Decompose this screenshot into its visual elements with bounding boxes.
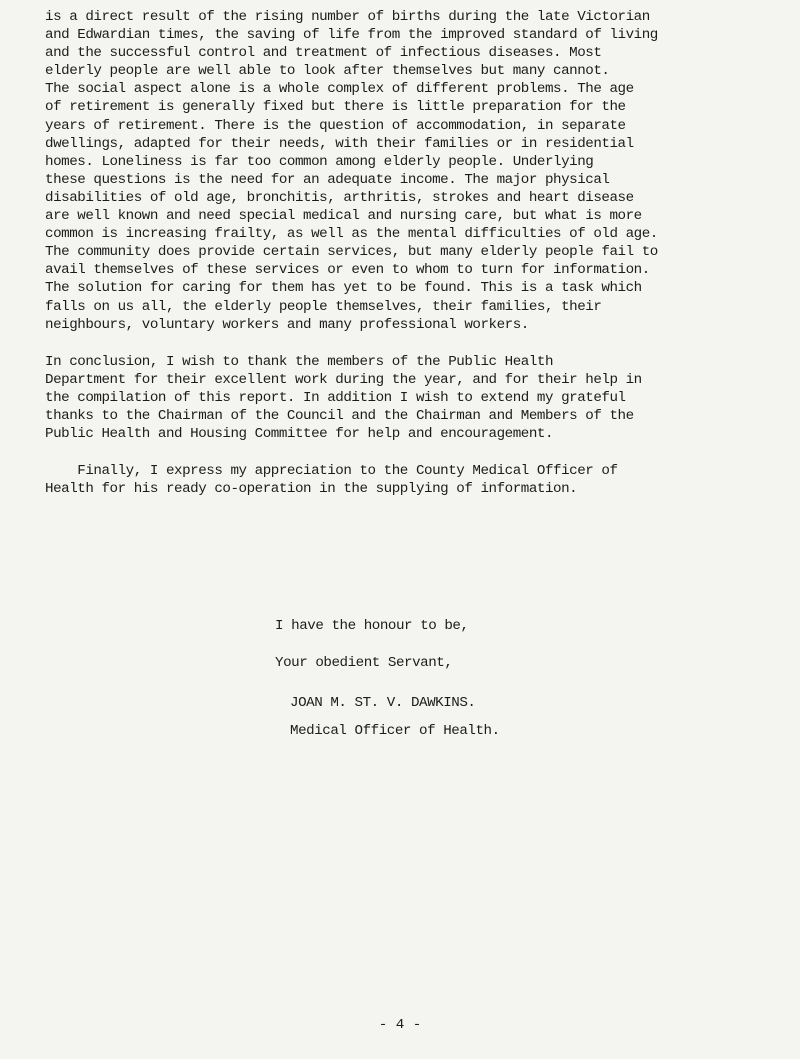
text-line: neighbours, voluntary workers and many professional workers.	[45, 316, 529, 333]
document-page	[45, 8, 785, 498]
text-line: common is increasing frailty, as well as the mental difficulties of old age.	[45, 226, 658, 243]
text-line: Public Health and Housing Committee for help and encouragement.	[45, 426, 554, 443]
text-line: avail themselves of these services or even to whom to turn for information.	[45, 262, 650, 279]
page-number: - 4 -	[378, 1017, 422, 1033]
text-line: of retirement is generally fixed but there is little preparation for the	[45, 99, 626, 116]
closing-honour: I have the honour to be,	[275, 618, 469, 634]
closing-servant: Your obedient Servant,	[275, 655, 453, 671]
paragraph-1	[45, 8, 785, 334]
text-line: In conclusion, I wish to thank the members of the Public Health	[45, 353, 554, 370]
text-line: Finally, I express my appreciation to the County Medical Officer of	[45, 463, 618, 480]
text-line: dwellings, adapted for their needs, with their families or in residential	[45, 135, 634, 152]
text-line: thanks to the Chairman of the Council and the Chairman and Members of the	[45, 407, 634, 424]
paragraph-spacer	[45, 443, 785, 462]
text-line: and Edwardian times, the saving of life from the improved standard of living	[45, 27, 658, 44]
text-line: and the successful control and treatment of infectious diseases. Most	[45, 45, 602, 62]
text-line: The social aspect alone is a whole complex of different problems. The age	[45, 81, 634, 98]
text-line: The solution for caring for them has yet to be found. This is a task which	[45, 280, 642, 297]
text-line: Health for his ready co-operation in the supplying of information.	[45, 481, 578, 498]
paragraph-2	[45, 353, 785, 443]
text-line: The community does provide certain services, but many elderly people fail to	[45, 244, 658, 261]
signatory-name: JOAN M. ST. V. DAWKINS.	[290, 695, 476, 711]
text-line: Department for their excellent work during the year, and for their help in	[45, 371, 642, 388]
text-line: disabilities of old age, bronchitis, arthritis, strokes and heart disease	[45, 189, 634, 206]
text-line: years of retirement. There is the question of accommodation, in separate	[45, 117, 626, 134]
paragraph-3	[45, 462, 785, 498]
text-line: these questions is the need for an adequate income. The major physical	[45, 171, 610, 188]
text-line: are well known and need special medical and nursing care, but what is more	[45, 208, 642, 225]
text-line: is a direct result of the rising number of births during the late Victorian	[45, 9, 650, 25]
text-line: elderly people are well able to look after themselves but many cannot.	[45, 63, 610, 80]
text-line: homes. Loneliness is far too common among elderly people. Underlying	[45, 153, 594, 170]
text-line: the compilation of this report. In addition I wish to extend my grateful	[45, 389, 626, 406]
paragraph-spacer	[45, 334, 785, 353]
signatory-title: Medical Officer of Health.	[290, 723, 500, 739]
text-line: falls on us all, the elderly people themselves, their families, their	[45, 298, 602, 315]
